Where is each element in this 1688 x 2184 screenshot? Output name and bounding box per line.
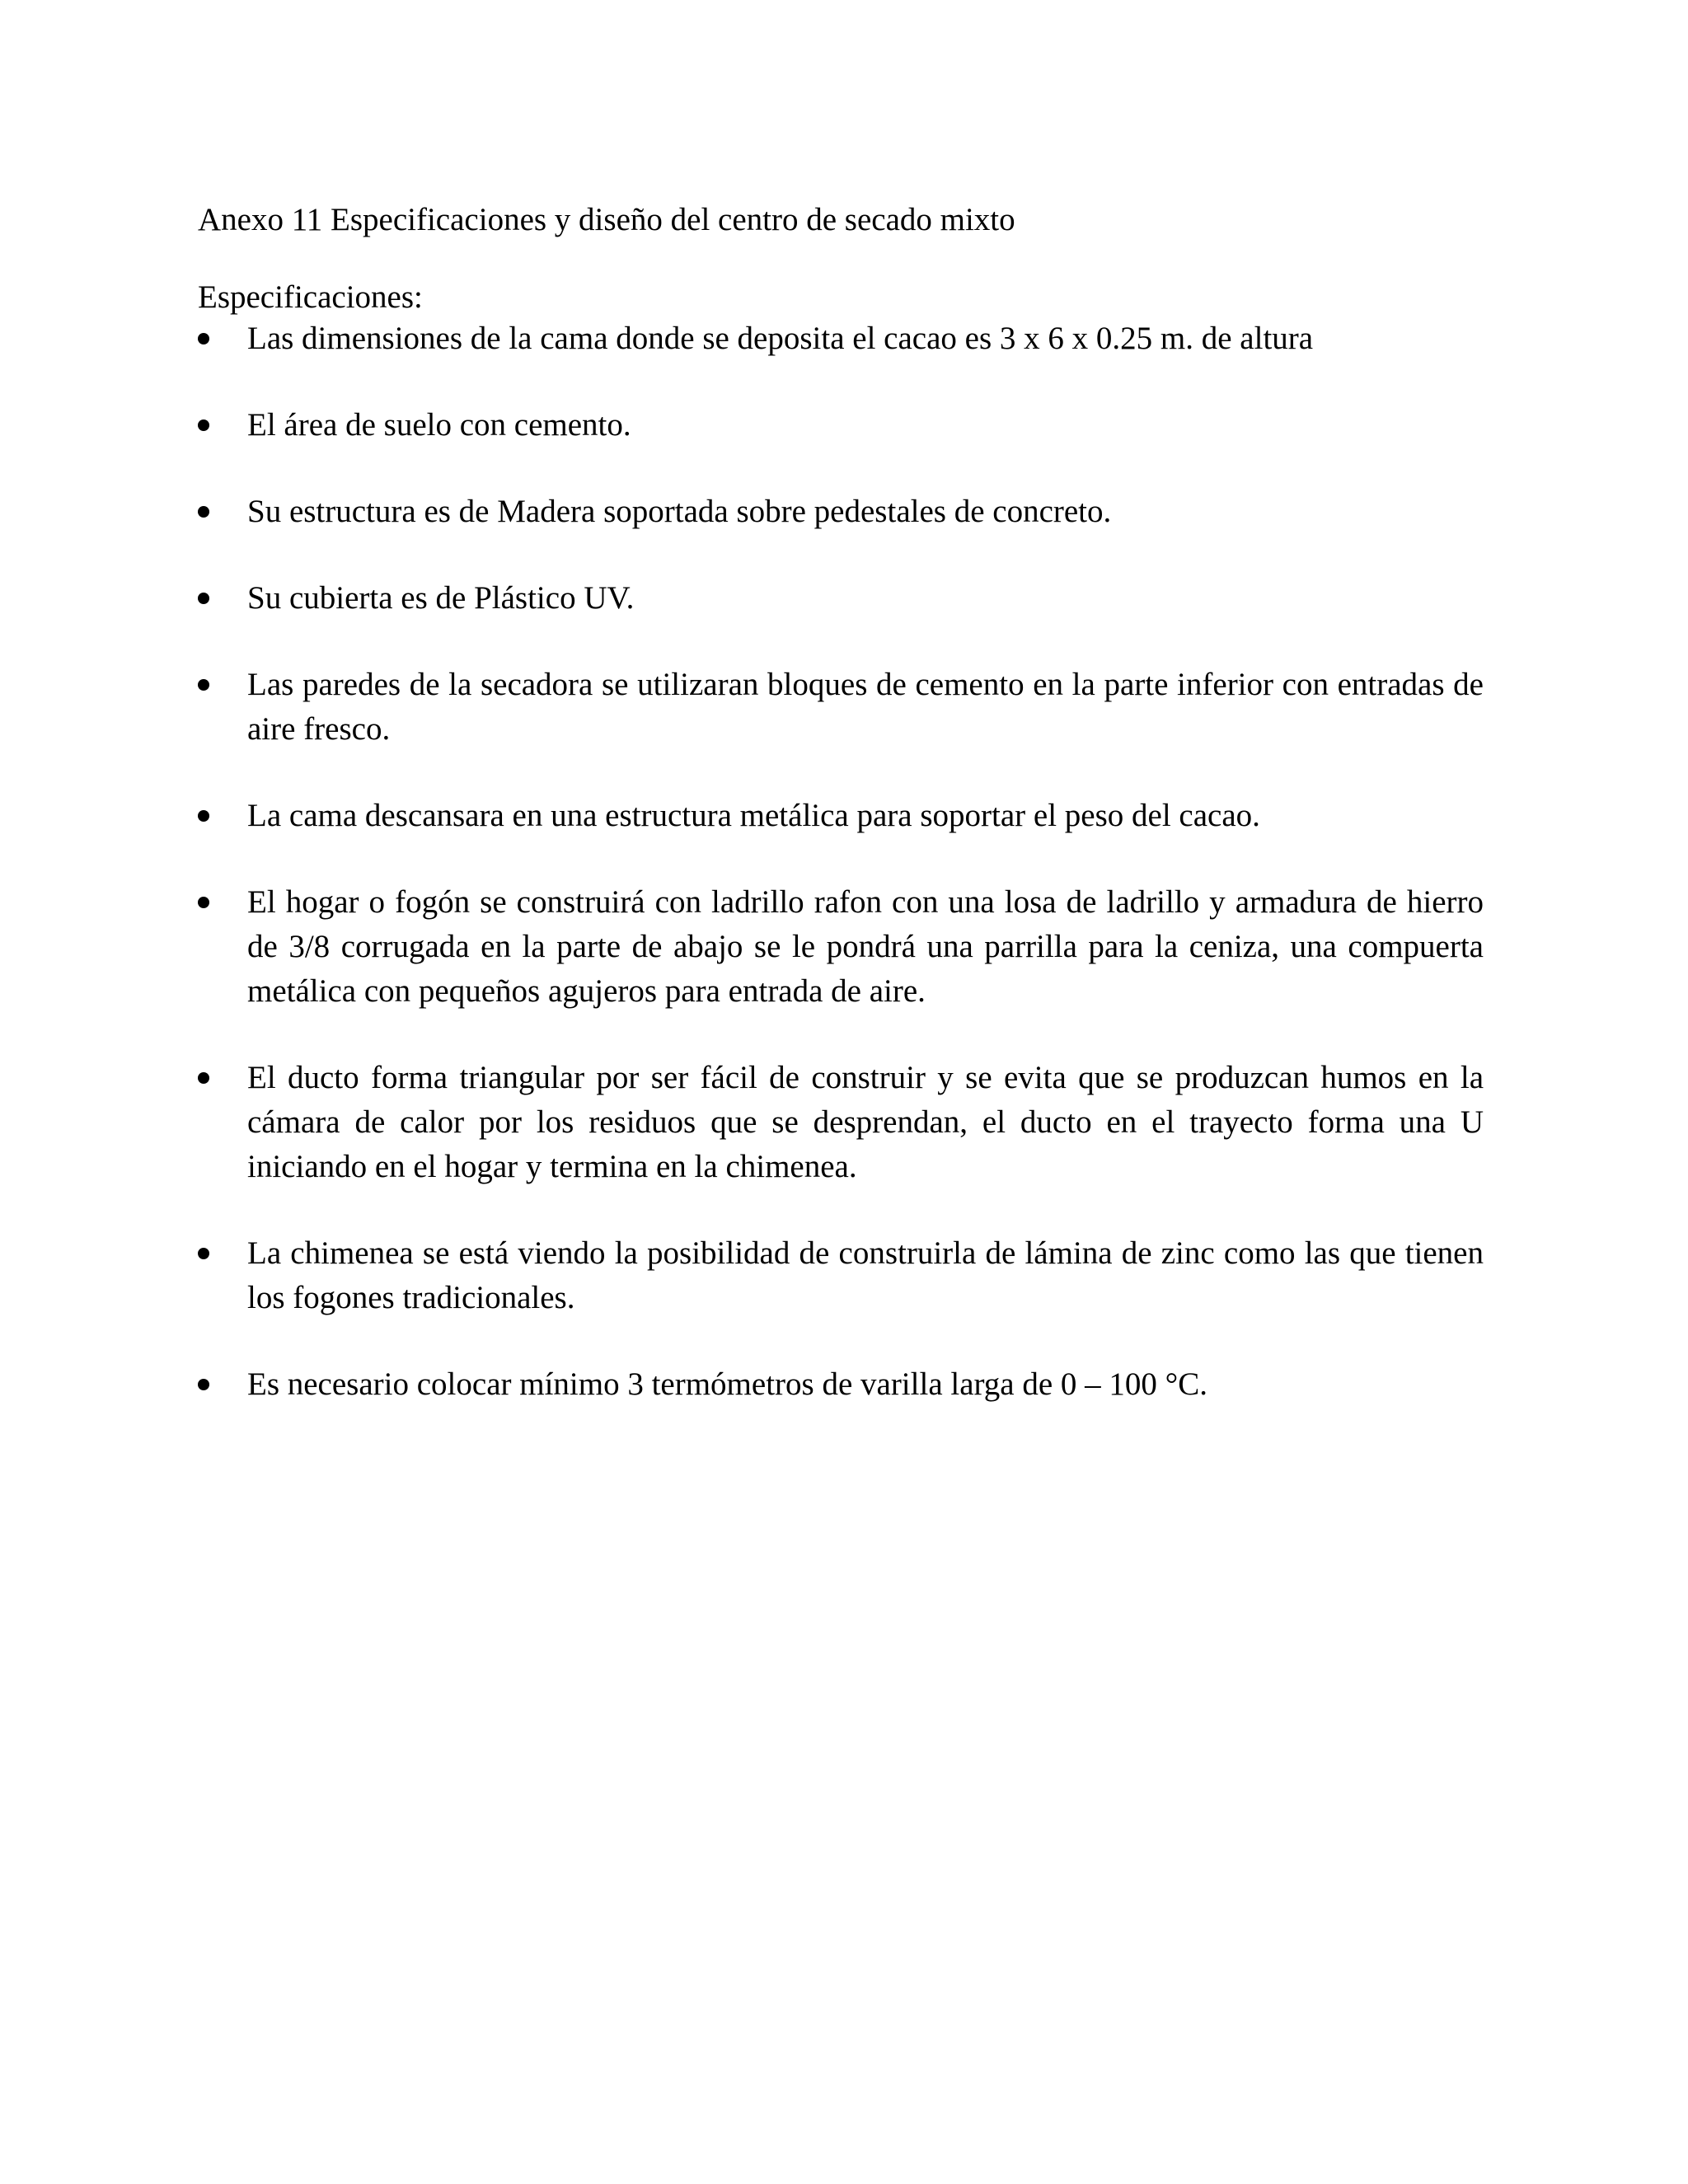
list-item — [198, 1231, 1484, 1320]
bullet-icon — [198, 1072, 209, 1084]
list-item — [198, 403, 1484, 448]
list-item-text: El área de suelo con cemento. — [247, 407, 631, 443]
document-heading: Anexo 11 Especificaciones y diseño del centro de secado mixto — [198, 202, 1015, 237]
list-item-text: Su cubierta es de Plástico UV. — [247, 580, 635, 616]
bullet-icon — [198, 1248, 209, 1259]
list-item-text: La chimenea se está viendo la posibilidad de construirla de lámina de zinc como las que tienen los fogones tradicionales. — [247, 1235, 1484, 1315]
list-item — [198, 880, 1484, 1014]
list-item-text: El ducto forma triangular por ser fácil de construir y se evita que se produzcan humos en la cámara de calor por los residuos que se desprendan, el ducto en el trayecto forma una U iniciando en el hogar y termina en la chimenea. — [247, 1060, 1484, 1184]
bullet-icon — [198, 333, 209, 344]
list-item — [198, 316, 1484, 361]
list-item-text: Las paredes de la secadora se utilizaran bloques de cemento en la parte inferior con entradas de aire fresco. — [247, 667, 1484, 747]
bullet-icon — [198, 506, 209, 518]
bullet-icon — [198, 1379, 209, 1390]
list-item-text: Es necesario colocar mínimo 3 termómetros de varilla larga de 0 – 100 °C. — [247, 1366, 1208, 1402]
bullet-icon — [198, 810, 209, 822]
list-item-text: El hogar o fogón se construirá con ladrillo rafon con una losa de ladrillo y armadura de hierro de 3/8 corrugada en la parte de abajo se le pondrá una parrilla para la ceniza, una compuerta metálica con pequeños agujeros para entrada de aire. — [247, 884, 1484, 1009]
list-item — [198, 794, 1484, 838]
list-item — [198, 576, 1484, 621]
list-item — [198, 490, 1484, 534]
bullet-icon — [198, 593, 209, 604]
list-item — [198, 663, 1484, 752]
specifications-list — [198, 316, 1484, 1449]
specifications-subheading: Especificaciones: — [198, 279, 423, 315]
bullet-icon — [198, 419, 209, 431]
bullet-icon — [198, 679, 209, 691]
bullet-icon — [198, 897, 209, 908]
list-item-text: La cama descansara en una estructura metálica para soportar el peso del cacao. — [247, 798, 1260, 833]
list-item-text: Su estructura es de Madera soportada sobre pedestales de concreto. — [247, 494, 1112, 529]
list-item — [198, 1056, 1484, 1189]
list-item-text: Las dimensiones de la cama donde se deposita el cacao es 3 x 6 x 0.25 m. de altura — [247, 321, 1314, 356]
list-item — [198, 1362, 1484, 1407]
